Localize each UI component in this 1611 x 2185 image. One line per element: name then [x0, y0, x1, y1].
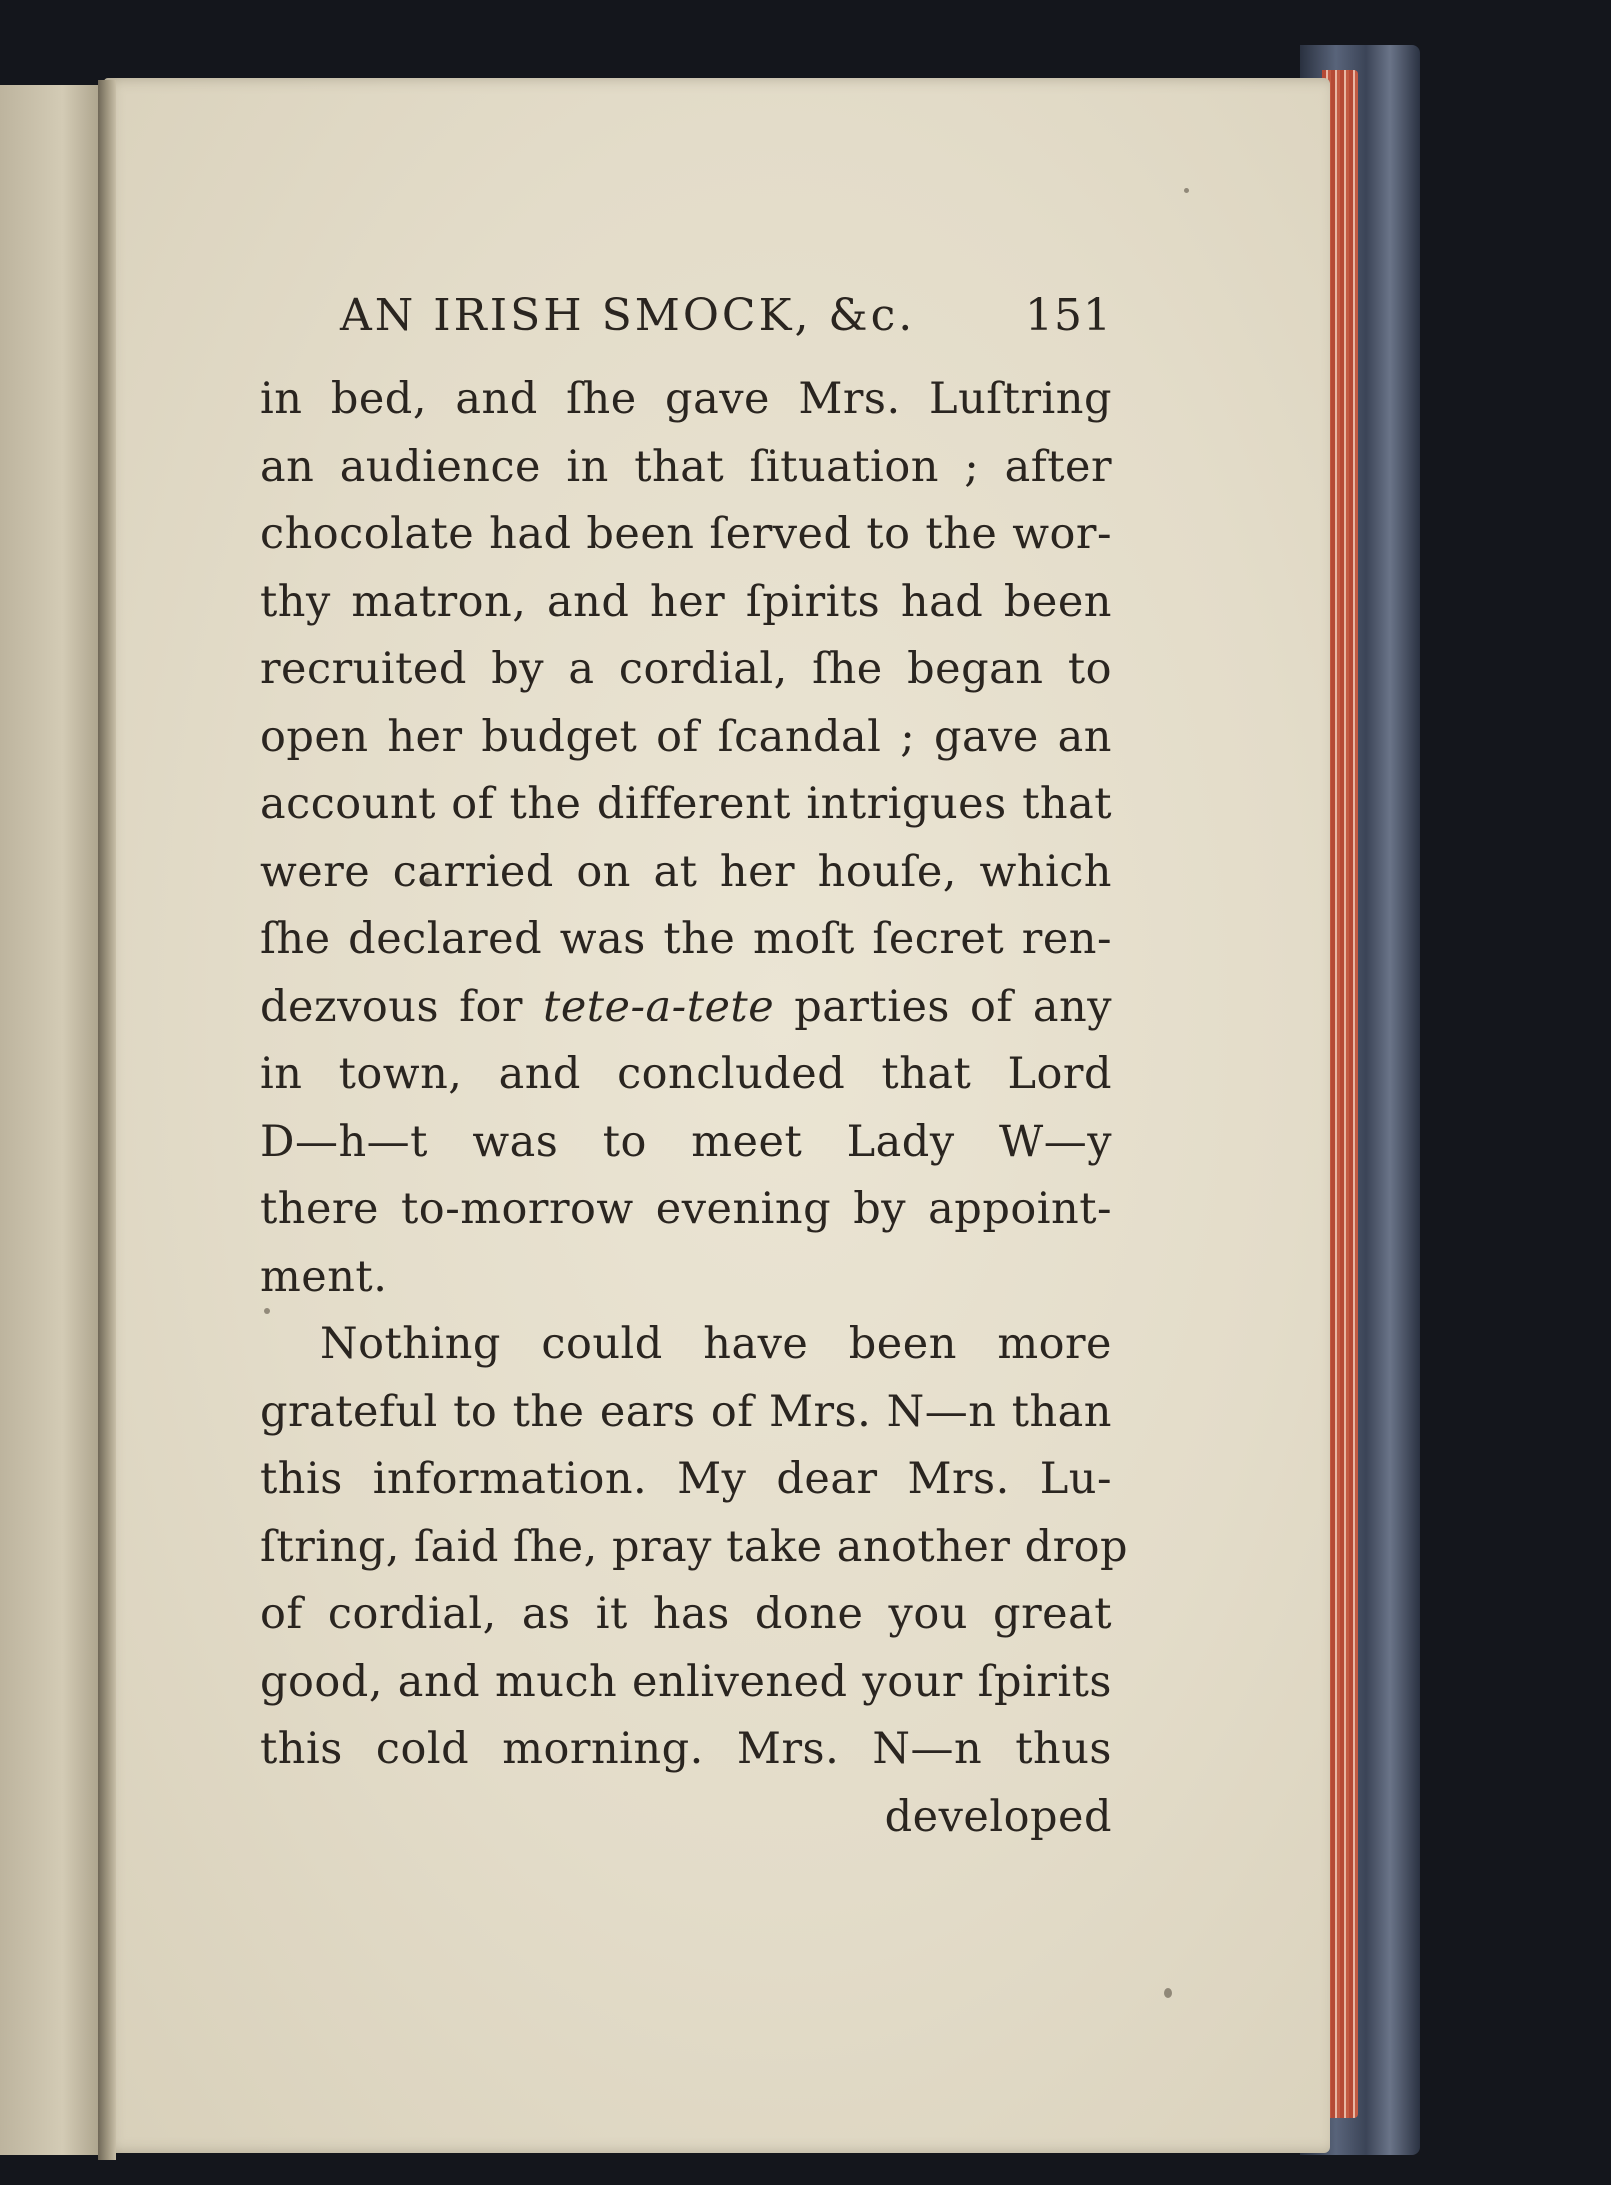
text-line [260, 1176, 1112, 1244]
text-line [260, 974, 1112, 1042]
text-run: in bed, and ſhe gave Mrs. Luſtring [260, 374, 1112, 424]
text-run: were carried on at her houſe, which [260, 846, 1112, 897]
text-run: chocolate had been ſerved to the wor- [260, 509, 1112, 559]
text-line [260, 1311, 1112, 1379]
running-head [260, 290, 1112, 360]
text-line [260, 1649, 1112, 1717]
text-run: an audience in that ſituation ; after [260, 441, 1112, 492]
page-text-block [260, 290, 1129, 1851]
left-page-edge [0, 85, 104, 2155]
text-run: grateful to the ears of Mrs. N—n than [260, 1386, 1112, 1437]
catchword: developed [884, 1791, 1112, 1842]
text-run: account of the different intrigues that [260, 779, 1112, 829]
text-run: Nothing could have been more [320, 1319, 1112, 1369]
text-run: recruited by a cordial, ſhe began to [260, 644, 1112, 694]
running-title: AN IRISH SMOCK, &c. [340, 290, 916, 341]
text-line [260, 434, 1112, 502]
text-run: this information. My dear Mrs. Lu- [260, 1454, 1112, 1504]
text-run: ſtring, ſaid ſhe, pray take another drop [260, 1521, 1129, 1572]
catchword-line [260, 1784, 1112, 1852]
text-line [260, 1716, 1112, 1784]
text-line [260, 839, 1112, 907]
text-line [260, 569, 1112, 637]
book-gutter [98, 80, 116, 2160]
italic-phrase: tete-a-tete [543, 981, 775, 1032]
paper-speck [1164, 1988, 1172, 1998]
text-run: in town, and concluded that Lord [260, 1049, 1112, 1099]
text-run: this cold morning. Mrs. N—n thus [260, 1724, 1112, 1774]
text-line [260, 1514, 1129, 1582]
text-line [260, 1109, 1112, 1177]
text-line [260, 1446, 1112, 1514]
text-run: ment. [260, 1251, 388, 1302]
text-run: dezvous for [260, 981, 544, 1032]
text-line [260, 1581, 1112, 1649]
text-run: open her budget of ſcandal ; gave an [260, 711, 1112, 762]
text-line [260, 1379, 1112, 1447]
page-number: 151 [1025, 290, 1112, 341]
text-run: of cordial, as it has done you great [260, 1589, 1112, 1639]
text-run: good, and much enlivened your ſpirits [260, 1656, 1112, 1707]
paper-speck [1184, 188, 1189, 193]
text-line [260, 906, 1112, 974]
text-line [260, 366, 1112, 434]
text-run: there to-morrow evening by appoint- [260, 1184, 1112, 1234]
text-line [260, 636, 1112, 704]
text-run: D—h—t was to meet Lady W—y [260, 1116, 1112, 1167]
text-run: parties of any [774, 981, 1113, 1032]
text-line [260, 704, 1112, 772]
text-run: thy matron, and her ſpirits had been [260, 576, 1112, 627]
text-line [260, 1244, 1112, 1312]
text-run: ſhe declared was the moſt ſecret ren- [260, 914, 1112, 964]
text-line [260, 501, 1112, 569]
text-line [260, 1041, 1112, 1109]
body-text [260, 366, 1129, 1851]
text-line [260, 771, 1112, 839]
